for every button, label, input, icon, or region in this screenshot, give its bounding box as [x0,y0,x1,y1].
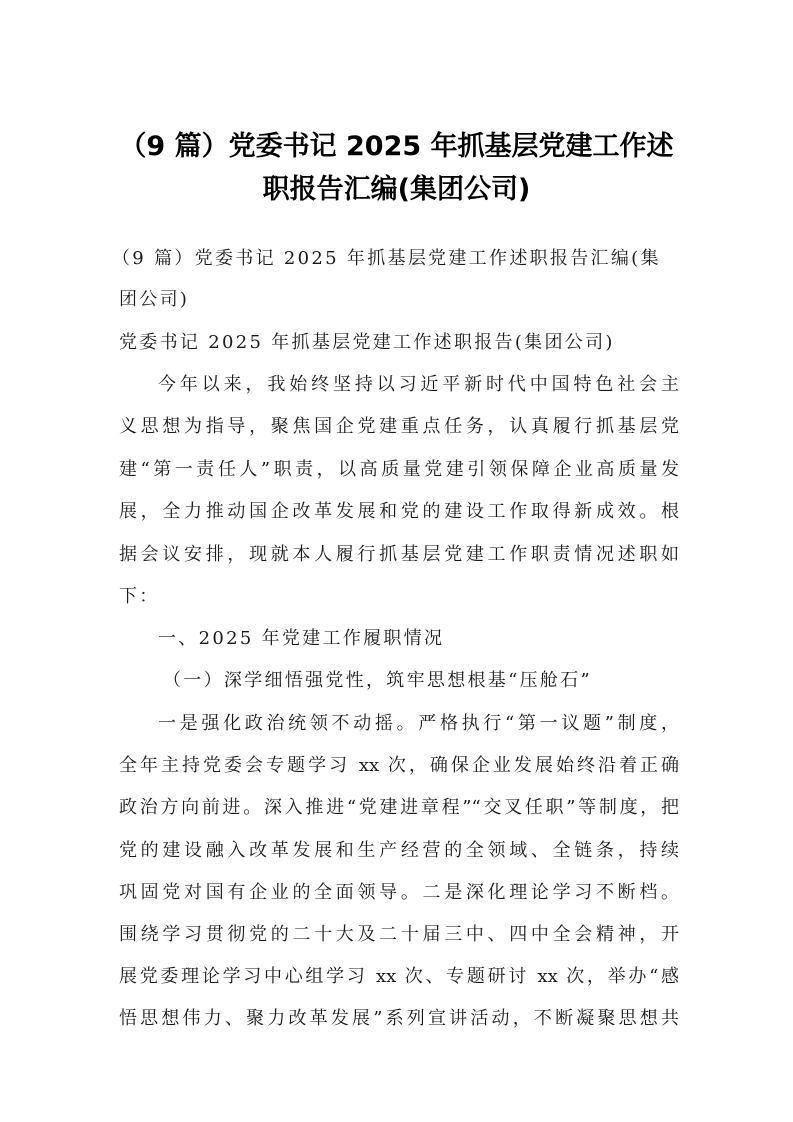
paragraph-line: 据会议安排，现就本人履行抓基层党建工作职责情况述职如 [119,544,679,565]
subsection-heading: （一）深学细悟强党性，筑牢思想根基“压舱石” [163,670,593,691]
paragraph-line: 展，全力推动国企改革发展和党的建设工作取得新成效。根 [119,501,679,522]
document-title-line-1: （9 篇）党委书记 2025 年抓基层党建工作述 [119,131,674,162]
section-heading: 一、2025 年党建工作履职情况 [158,628,445,649]
subtitle-line-1: （9 篇）党委书记 2025 年抓基层党建工作述职报告汇编(集 [112,248,661,269]
paragraph-line: 义思想为指导，聚焦国企党建重点任务，认真履行抓基层党 [119,416,679,437]
document-title-line-2: 职报告汇编(集团公司) [262,174,531,205]
paragraph-line: 建“第一责任人”职责，以高质量党建引领保障企业高质量发 [119,459,679,480]
paragraph-line: 巩固党对国有企业的全面领导。二是深化理论学习不断档。 [119,882,679,903]
paragraph-line: 展党委理论学习中心组学习 xx 次、专题研讨 xx 次，举办“感 [119,966,679,987]
paragraph-line: 围绕学习贯彻党的二十大及二十届三中、四中全会精神，开 [119,924,679,945]
paragraph-line: 下： [119,586,160,607]
paragraph-line: 今年以来，我始终坚持以习近平新时代中国特色社会主 [158,374,679,395]
subtitle-line-2: 团公司) [119,289,190,310]
report-heading: 党委书记 2025 年抓基层党建工作述职报告(集团公司) [119,332,615,353]
paragraph-line: 党的建设融入改革发展和生产经营的全领域、全链条，持续 [119,840,679,861]
paragraph-line: 政治方向前进。深入推进“党建进章程”“交叉任职”等制度，把 [119,797,679,818]
paragraph-line: 全年主持党委会专题学习 xx 次，确保企业发展始终沿着正确 [119,755,679,776]
paragraph-line: 一是强化政治统领不动摇。严格执行“第一议题”制度， [158,713,679,734]
paragraph-line: 悟思想伟力、聚力改革发展”系列宣讲活动，不断凝聚思想共 [119,1008,679,1029]
